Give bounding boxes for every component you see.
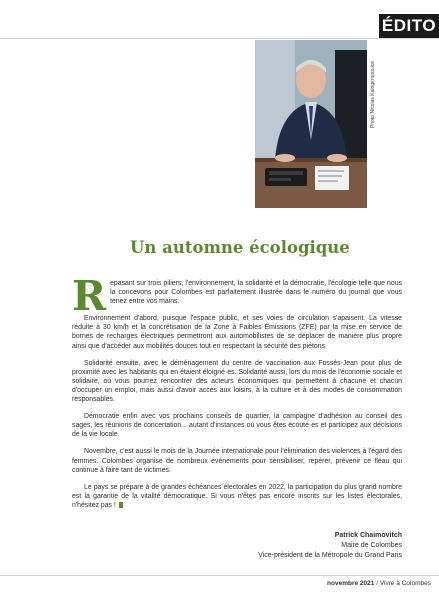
paragraph-solidarity: Solidarité ensuite, avec le déménagement du centre de vaccination aux Fossés-Jean pour plus de proximité avec les habitants qui en étaient éloigné·es. Solidarité aussi, lors du mois de l'économie sociale et solidaire, où vous pourrez rencontrer des acteurs économiques qui permettent à chacune et chacun d'occuper un emploi, mais aussi d'avoir accès aux loisirs, à la culture et à des modes de consommation responsables. xyxy=(72,359,402,404)
mayor-photo xyxy=(255,40,367,208)
mayor-photo-illustration xyxy=(255,40,367,208)
paragraph-intro xyxy=(72,272,402,320)
article-title: Un automne écologique xyxy=(130,238,350,257)
article-body xyxy=(72,272,402,518)
header-rule xyxy=(0,38,439,39)
section-label: ÉDITO xyxy=(379,14,439,38)
footer-publication: Vivre à Colombes xyxy=(379,580,431,587)
signature-block xyxy=(258,531,402,561)
end-of-article-square-icon xyxy=(119,502,123,508)
paragraph-elections xyxy=(72,483,402,510)
paragraph-1-text: epasant sur trois piliers, l'environnement, la solidarité et la démocratie, l'écologie telle que nous la concevons pour Colombes est parfaitement illustrée dans le numéro du journal que vous tenez entre vos mains. xyxy=(110,280,402,306)
footer-separator: / xyxy=(374,580,380,587)
paragraph-environment: Environnement d'abord, puisque l'espace public, et ses voies de circulation s'apaisent. La vitesse réduite à 30 km/h et la concrétisation de la Zone à Faibles Émissions (ZFE) par la mise en service de bornes de recharges électriques permettront aux automobilistes de se déplacer de manière plus propre ainsi que d'accéder aux mobilités douces tout en respectant la sécurité des piétons. xyxy=(72,315,402,350)
signature-role-metropole: Vice-président de la Métropole du Grand Paris xyxy=(258,552,402,559)
paragraph-6-text: Le pays se prépare à de grandes échéances électorales en 2022, la participation du plus grand nombre est la garantie de la vitalité démocratique. Si vous n'êtes pas encore inscrits sur les listes électorales, n'hésitez pas ! xyxy=(72,483,402,509)
footer-date: novembre 2021 xyxy=(327,580,375,587)
page-footer xyxy=(327,580,431,587)
signature-name: Patrick Chaimovitch xyxy=(334,532,402,539)
drop-cap: R xyxy=(72,272,107,320)
photo-credit: Photo Nicolas Kalogeropoulos xyxy=(370,61,376,128)
signature-role-mayor: Maire de Colombes xyxy=(341,542,402,549)
paragraph-democracy: Démocratie enfin avec vos prochains conseils de quartier, la campagne d'adhésion au conseil des sages, les réunions de concertation... autant d'instances où vous êtes écouté·es et participez aux décisions de la vie locale. xyxy=(72,413,402,439)
footer-rule xyxy=(0,575,439,576)
paragraph-november: Novembre, c'est aussi le mois de la Journée internationale pour l'élimination des violences à l'égard des femmes. Colombes organise de nombreux événements pour sensibiliser, repérer, prévenir ce fléau qui continue à faire tant de victimes. xyxy=(72,448,402,474)
